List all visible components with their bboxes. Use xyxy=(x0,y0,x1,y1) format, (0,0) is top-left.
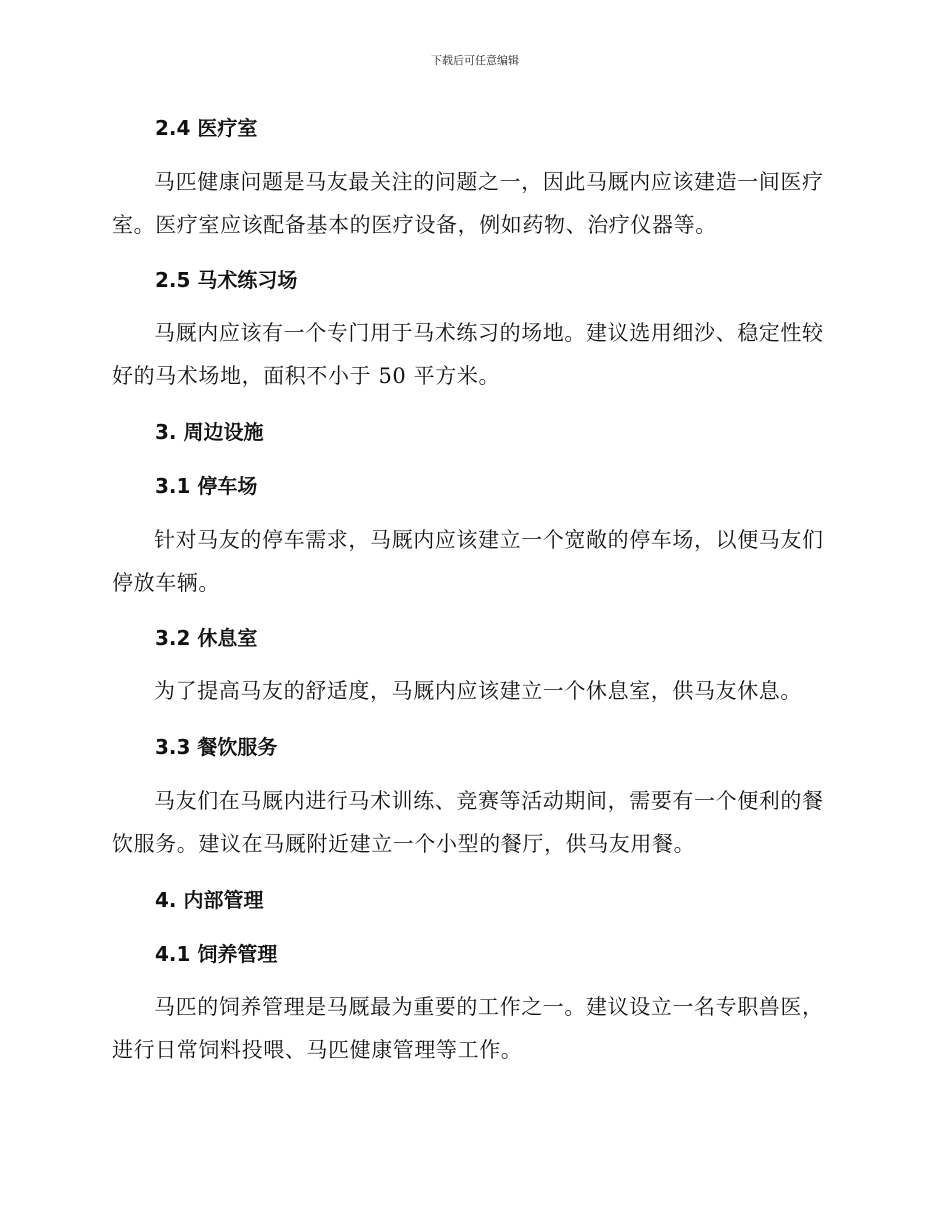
section-heading-3-1: 3.1 停车场 xyxy=(155,474,258,498)
body-line: 马匹健康问题是马友最关注的问题之一，因此马厩内应该建造一间医疗 xyxy=(154,170,824,194)
section-heading-3: 3. 周边设施 xyxy=(155,420,264,444)
section-heading-4: 4. 内部管理 xyxy=(155,888,264,912)
section-body-3-1 xyxy=(112,519,832,605)
section-heading-2-4: 2.4 医疗室 xyxy=(155,116,258,140)
body-line: 室。医疗室应该配备基本的医疗设备，例如药物、治疗仪器等。 xyxy=(112,213,717,237)
body-line: 好的马术场地，面积不小于 50 平方米。 xyxy=(112,364,501,388)
body-line: 进行日常饲料投喂、马匹健康管理等工作。 xyxy=(112,1038,523,1062)
section-body-4-1 xyxy=(112,986,832,1072)
page-header-note: 下载后可任意编辑 xyxy=(431,54,519,67)
body-line: 马匹的饲养管理是马厩最为重要的工作之一。建议设立一名专职兽医， xyxy=(154,995,824,1019)
section-heading-4-1: 4.1 饲养管理 xyxy=(155,942,278,966)
body-line: 马友们在马厩内进行马术训练、竞赛等活动期间，需要有一个便利的餐 xyxy=(154,789,824,813)
body-line: 为了提高马友的舒适度，马厩内应该建立一个休息室，供马友休息。 xyxy=(154,679,802,703)
section-body-2-5 xyxy=(112,312,832,398)
section-heading-3-2: 3.2 休息室 xyxy=(155,626,258,650)
body-line: 马厩内应该有一个专门用于马术练习的场地。建议选用细沙、稳定性较 xyxy=(154,321,824,345)
body-line: 针对马友的停车需求，马厩内应该建立一个宽敞的停车场，以便马友们 xyxy=(154,528,824,552)
section-body-3-3 xyxy=(112,780,832,866)
section-heading-3-3: 3.3 餐饮服务 xyxy=(155,735,278,759)
body-line: 饮服务。建议在马厩附近建立一个小型的餐厅，供马友用餐。 xyxy=(112,832,696,856)
section-body-3-2 xyxy=(112,670,832,713)
body-line: 停放车辆。 xyxy=(112,571,220,595)
section-heading-2-5: 2.5 马术练习场 xyxy=(155,268,298,292)
section-body-2-4 xyxy=(112,161,832,247)
